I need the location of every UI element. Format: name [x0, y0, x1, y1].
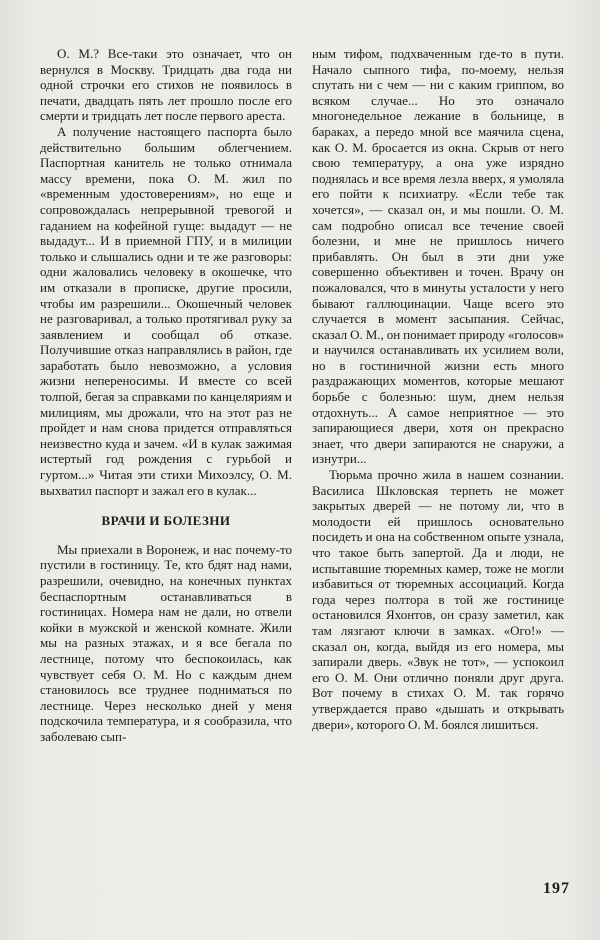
- section-heading: ВРАЧИ И БОЛЕЗНИ: [101, 513, 231, 529]
- paragraph: А получение настоящего паспорта было действительно большим облегчением. Паспортная канитель не только отнимала массу времени, пока О. М. жил по «временным удостоверениям», но еще и сопровождалась непрерывной тревогой и гаданием на кофейной гуще: выдадут — не выдадут... И в приемной ГПУ, и в милиции только и слышались одни и те же разговоры: одни жаловались человеку в окошечке, что им отказали в прописке, другие просили, чтобы им разрешили... Окошечный человек не разговаривал, а только протягивал руку за заявлением и сообщал об отказе. Получившие отказ направлялись в район, где заработать было невозможно, а условия жизни непереносимы. И вместе со всей толпой, бегая за справками по канцеляриям и милициям, мы дрожали, что на этот раз не пройдет и нам снова придется отправляться неизвестно куда и зачем. «И в кулак зажимая истертый год рождения с гурьбой и гуртом...» Читая эти стихи Михоэлсу, О. М. выхватил паспорт и зажал его в кулак...: [40, 123, 292, 498]
- paragraph: О. М.? Все-таки это означает, что он вернулся в Москву. Тридцать два года ни одной строчки его стихов не появилось в печати, двадцать пять лет прошло после его смерти и тридцать лет после первого ареста.: [40, 46, 292, 124]
- left-column: [40, 46, 292, 745]
- right-column: [312, 46, 564, 745]
- paragraph: ным тифом, подхваченным где-то в пути. Начало сыпного тифа, по-моему, нельзя спутать ни с чем — ни с каким гриппом, во всяком случае... Но это означало многонедельное лежание в больнице, в бараках, а передо мной все маячила сцена, как О. М. бросается из окна. Скрыв от него свою температуру, а она уже изрядно поднялась и все время лезла вверх, я умоляла его пойти к психиатру. «Если тебе так хочется», — сказал он, и мы пошли. О. М. сам подробно описал все течение своей болезни, и мне не пришлось ничего прибавлять. Он был в эти дни уже совершенно объективен и точен. Врачу он пожаловался, что в минуты усталости у него бывают галлюцинации. Чаще всего это случается в момент засыпания. Сейчас, сказал О. М., он понимает природу «голосов» и научился останавливать их усилием воли, но в гостиничной жизни есть много раздражающих моментов, которые мешают борьбе с болезнью: шум, днем нельзя отдохнуть... А самое неприятное — это запирающиеся двери, хотя он прекрасно знает, что двери запираются не снаружи, а изнутри...: [312, 46, 564, 467]
- page-number: 197: [543, 880, 570, 897]
- paragraph: Тюрьма прочно жила в нашем сознании. Василиса Шкловская терпеть не может закрытых дверей — не потому ли, что в молодости ей пришлось основательно посидеть и она на собственном опыте узнала, что такое быть запертой. Да и люди, не испытавшие тюремных камер, тоже не могли избавиться от тюремных ассоциаций. Когда года через полтора в той же гостинице остановился Яхонтов, он сразу заметил, как там лязгают ключи в замках. «Ого!» — сказал он, когда, выйдя из его номера, мы запирали дверь. «Звук не тот», — успокоил его О. М. Они отлично поняли друг друга. Вот почему в стихах О. М. так горячо утверждается право «дышать и открывать двери», которого О. М. боялся лишиться.: [312, 467, 564, 732]
- paragraph: Мы приехали в Воронеж, и нас почему-то пустили в гостиницу. Те, кто бдят над нами, разрешили, очевидно, на конечных пунктах беспаспортным останавливаться в гостиницах. Номера нам не дали, но отвели койки в мужской и женской комнате. Жили мы на разных этажах, и я все бегала по лестнице, потому что беспокоилась, как чувствует себя О. М. Но с каждым днем становилось все труднее подниматься по лестнице. Через несколько дней у меня подскочила температура, и я сообразила, что заболеваю сып-: [40, 541, 292, 744]
- text-columns: [40, 46, 564, 745]
